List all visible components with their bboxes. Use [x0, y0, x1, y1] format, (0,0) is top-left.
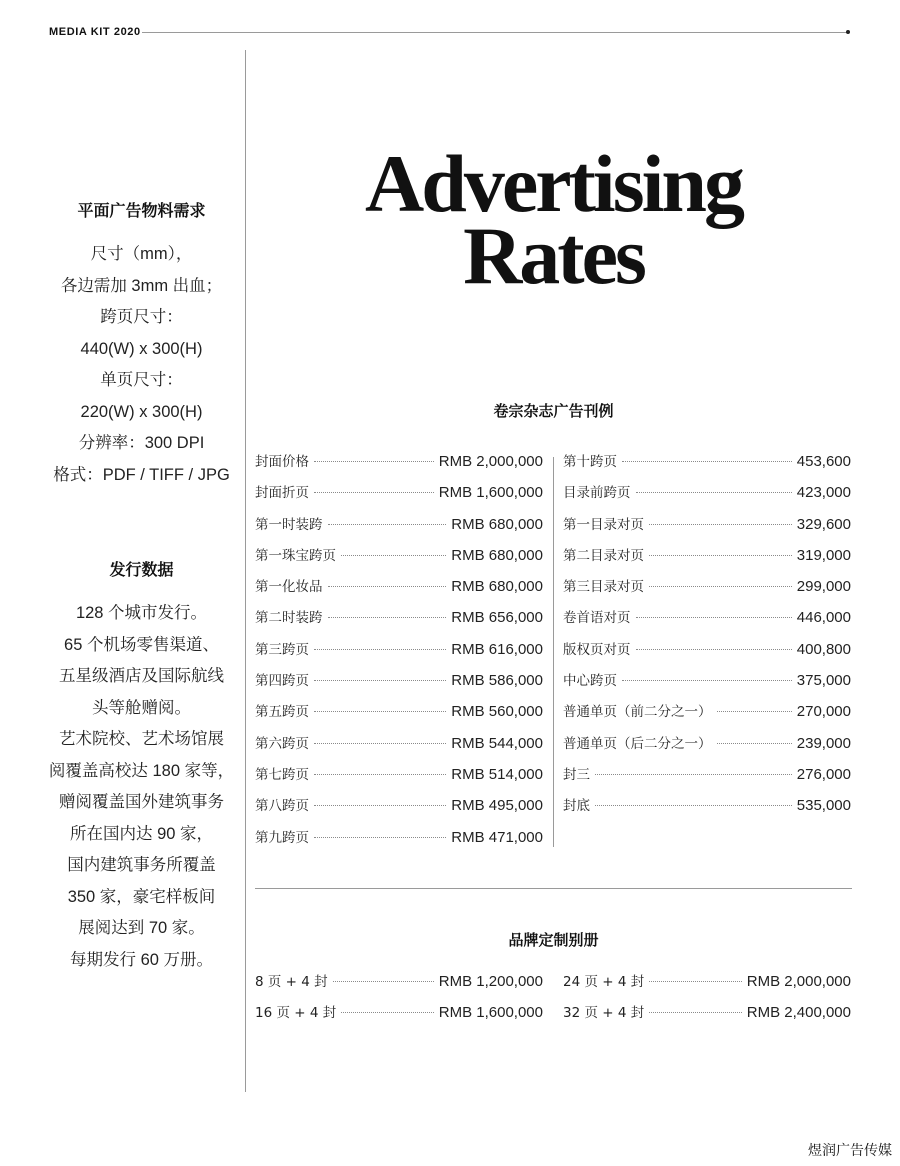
title-line-advertising: Advertising: [365, 138, 742, 229]
requirement-line: 440(W) x 300(H): [80, 339, 203, 358]
rate-value: 329,600: [796, 515, 851, 533]
rate-row: [255, 544, 543, 575]
footer-brand: 煜润广告传媒: [808, 1143, 892, 1159]
rate-row: [563, 513, 851, 544]
print-material-requirements: [40, 198, 243, 491]
rate-value: RMB 514,000: [451, 765, 543, 783]
dotted-leader: [314, 492, 434, 493]
rate-label: 第二目录对页: [563, 547, 644, 564]
section-divider: [255, 888, 852, 889]
rate-row: [563, 575, 851, 606]
dotted-leader: [314, 743, 446, 744]
dotted-leader: [314, 649, 446, 650]
brand-booklet-left-column: [255, 970, 543, 1033]
magazine-rates-heading: 卷宗杂志广告刊例: [493, 402, 614, 420]
rate-label: 封面折页: [255, 485, 309, 502]
page-title: [255, 138, 852, 301]
rate-row: [255, 450, 543, 481]
rate-label: 第三跨页: [255, 641, 309, 658]
rate-value: RMB 680,000: [451, 578, 543, 596]
rate-value: RMB 2,000,000: [746, 973, 851, 990]
rate-value: RMB 680,000: [451, 515, 543, 533]
requirement-line: 尺寸（mm），: [90, 245, 193, 263]
rate-label: 目录前跨页: [563, 485, 631, 502]
rate-row: [255, 606, 543, 637]
requirement-lines: [40, 239, 243, 491]
rate-label: 第一目录对页: [563, 516, 644, 533]
rate-value: 276,000: [796, 765, 851, 783]
rate-row: [255, 970, 543, 1001]
rate-value: 535,000: [796, 797, 851, 815]
distribution-line: 350 家，豪宅样板间: [67, 887, 216, 906]
rate-label: 普通单页（后二分之一）: [563, 735, 712, 752]
rate-value: 299,000: [796, 578, 851, 596]
rate-value: 375,000: [796, 672, 851, 690]
dotted-leader: [636, 617, 792, 618]
rate-label: 第三目录对页: [563, 579, 644, 596]
dotted-leader: [649, 981, 742, 982]
rate-value: RMB 616,000: [451, 640, 543, 658]
rate-row: [255, 700, 543, 731]
rate-value: 400,800: [796, 640, 851, 658]
rate-row: [255, 1001, 543, 1032]
rate-label: 版权页对页: [563, 641, 631, 658]
dotted-leader: [649, 1012, 742, 1013]
distribution-line: 每期发行 60 万册。: [69, 950, 214, 969]
dotted-leader: [636, 649, 792, 650]
rate-label: 第六跨页: [255, 735, 309, 752]
section-heading: 平面广告物料需求: [77, 201, 206, 220]
rate-value: 453,600: [796, 453, 851, 470]
dotted-leader: [649, 524, 792, 525]
rate-label: 8 页 + 4 封: [255, 974, 328, 990]
rate-row: [255, 763, 543, 794]
distribution-line: 头等舱赠阅。: [92, 698, 191, 717]
rate-label: 封面价格: [255, 454, 309, 470]
rate-row: [255, 575, 543, 606]
rate-label: 第八跨页: [255, 798, 309, 815]
rate-row: [563, 700, 851, 731]
rate-value: RMB 2,400,000: [746, 1004, 851, 1022]
distribution-line: 128 个城市发行。: [75, 604, 208, 622]
dotted-leader: [314, 461, 434, 462]
rate-row: [563, 606, 851, 637]
rate-row: [255, 732, 543, 763]
rate-row: [563, 732, 851, 763]
rate-value: RMB 1,200,000: [438, 973, 543, 990]
rate-label: 卷首语对页: [563, 610, 631, 627]
distribution-line: 所在国内达 90 家，: [69, 824, 214, 843]
requirement-line: 各边需加 3mm 出血；: [60, 276, 223, 295]
distribution-data: [40, 557, 243, 976]
section-heading: 发行数据: [109, 560, 174, 579]
dotted-leader: [717, 743, 792, 744]
rate-value: RMB 586,000: [451, 672, 543, 690]
dotted-leader: [636, 492, 792, 493]
rate-label: 32 页 + 4 封: [563, 1005, 645, 1022]
rate-label: 第一化妆品: [255, 579, 323, 596]
rate-value: RMB 544,000: [451, 734, 543, 752]
distribution-line: 国内建筑事务所覆盖: [67, 856, 216, 874]
requirement-line: 单页尺寸：: [100, 371, 183, 389]
dotted-leader: [333, 981, 434, 982]
dotted-leader: [595, 774, 792, 775]
rate-row: [563, 1001, 851, 1032]
requirement-line: 220(W) x 300(H): [80, 402, 203, 421]
dotted-leader: [649, 555, 792, 556]
rate-value: RMB 560,000: [451, 703, 543, 721]
rate-row: [563, 763, 851, 794]
rate-value: 446,000: [796, 609, 851, 627]
rate-label: 封三: [563, 766, 590, 783]
rate-row: [255, 481, 543, 512]
rate-row: [563, 450, 851, 481]
dotted-leader: [341, 555, 446, 556]
dotted-leader: [622, 680, 792, 681]
rate-row: [255, 669, 543, 700]
rate-value: RMB 495,000: [451, 797, 543, 815]
rate-value: 319,000: [796, 546, 851, 564]
dotted-leader: [622, 461, 792, 462]
dotted-leader: [314, 680, 446, 681]
distribution-line: 展阅达到 70 家。: [78, 919, 205, 937]
dotted-leader: [649, 586, 792, 587]
rate-label: 第一珠宝跨页: [255, 547, 336, 564]
rate-row: [563, 970, 851, 1001]
rate-value: RMB 656,000: [451, 609, 543, 627]
rate-row: [255, 638, 543, 669]
rate-label: 封底: [563, 798, 590, 815]
rate-label: 中心跨页: [563, 673, 617, 690]
magazine-rates-right-column: [563, 450, 851, 826]
distribution-line: 65 个机场零售渠道、: [64, 635, 219, 654]
title-line-rates: Rates: [463, 210, 644, 301]
distribution-line: 艺术院校、艺术场馆展: [59, 730, 224, 748]
rate-row: [563, 638, 851, 669]
rate-row: [255, 513, 543, 544]
rate-row: [563, 481, 851, 512]
distribution-line: 五星级酒店及国际航线: [59, 667, 224, 685]
distribution-line: 赠阅覆盖国外建筑事务: [59, 793, 224, 811]
rate-row: [563, 544, 851, 575]
rate-label: 第九跨页: [255, 829, 309, 846]
rate-value: RMB 471,000: [451, 828, 543, 846]
media-kit-label: MEDIA KIT 2020: [49, 26, 141, 38]
rates-column-divider: [553, 457, 554, 847]
requirement-line: 格式：PDF / TIFF / JPG: [53, 465, 230, 484]
distribution-line: 阅覆盖高校达 180 家等，: [48, 761, 235, 780]
header-dot: [846, 30, 850, 34]
magazine-rates-left-column: [255, 450, 543, 857]
dotted-leader: [328, 586, 447, 587]
dotted-leader: [717, 711, 792, 712]
rate-label: 24 页 + 4 封: [563, 974, 645, 990]
dotted-leader: [341, 1012, 434, 1013]
dotted-leader: [314, 837, 446, 838]
rate-label: 第五跨页: [255, 704, 309, 721]
rate-label: 16 页 + 4 封: [255, 1005, 337, 1022]
requirement-line: 分辨率：300 DPI: [78, 434, 205, 452]
dotted-leader: [314, 805, 446, 806]
distribution-lines: [40, 598, 243, 976]
brand-booklet-heading: 品牌定制别册: [508, 931, 599, 949]
rate-value: RMB 2,000,000: [438, 453, 543, 470]
rate-value: 239,000: [796, 734, 851, 752]
rate-value: 270,000: [796, 703, 851, 721]
rate-label: 第七跨页: [255, 766, 309, 783]
rate-label: 第十跨页: [563, 454, 617, 470]
rate-row: [563, 794, 851, 825]
dotted-leader: [328, 524, 447, 525]
header-rule: [142, 32, 847, 33]
rate-row: [255, 826, 543, 857]
dotted-leader: [314, 711, 446, 712]
rate-row: [563, 669, 851, 700]
rate-label: 第四跨页: [255, 673, 309, 690]
rate-row: [255, 794, 543, 825]
rate-label: 第二时装跨: [255, 610, 323, 627]
requirement-line: 跨页尺寸：: [100, 308, 183, 326]
rate-value: RMB 680,000: [451, 546, 543, 564]
dotted-leader: [328, 617, 447, 618]
dotted-leader: [595, 805, 792, 806]
rate-value: RMB 1,600,000: [438, 1004, 543, 1022]
brand-booklet-right-column: [563, 970, 851, 1033]
left-column-divider: [245, 50, 246, 1092]
rate-value: RMB 1,600,000: [438, 484, 543, 502]
dotted-leader: [314, 774, 446, 775]
rate-value: 423,000: [796, 484, 851, 502]
rate-label: 第一时装跨: [255, 516, 323, 533]
rate-label: 普通单页（前二分之一）: [563, 704, 712, 721]
